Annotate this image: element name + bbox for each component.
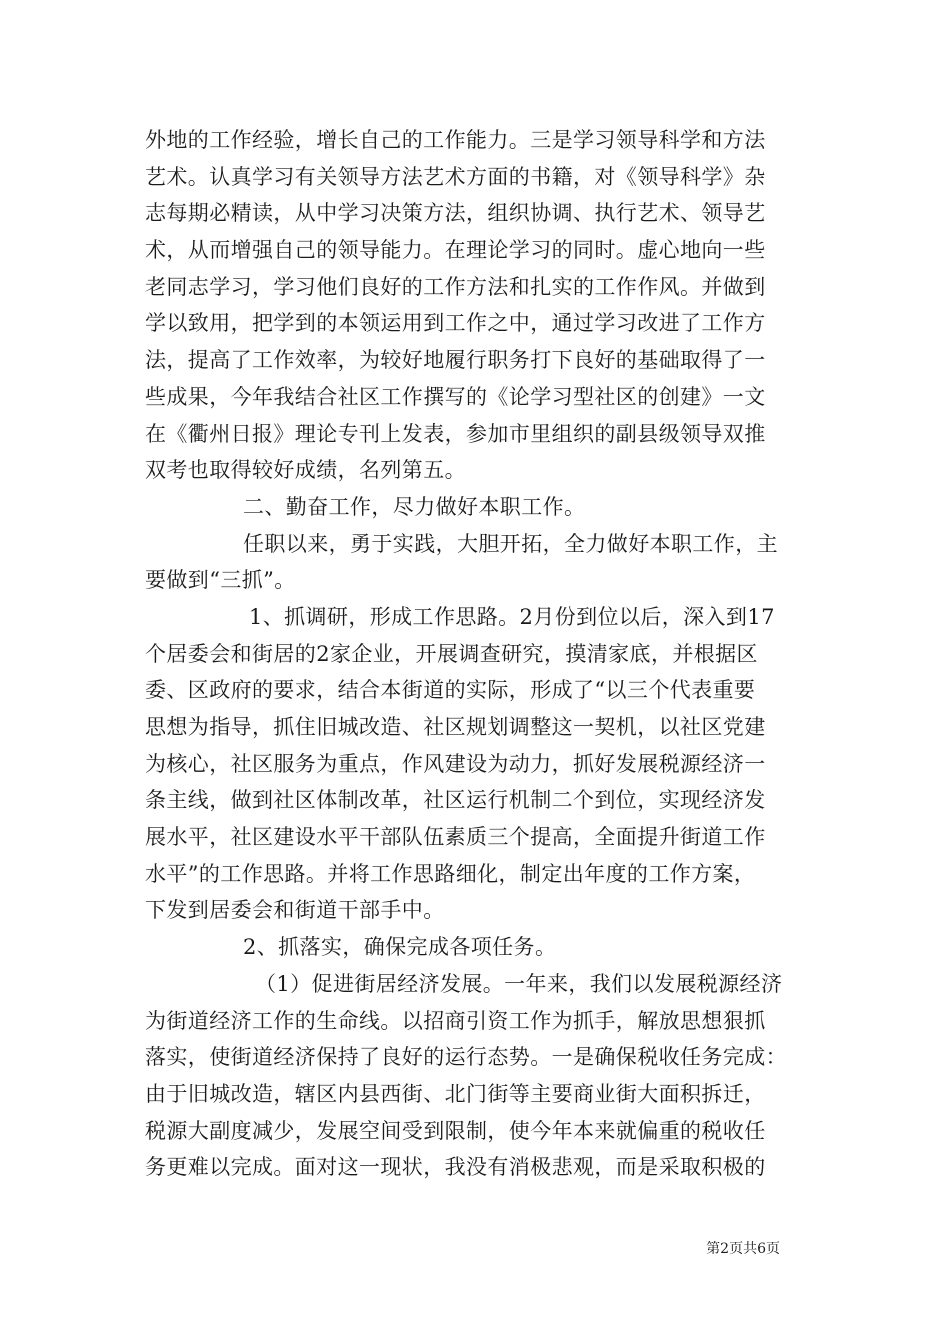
text-line: 些成果，今年我结合社区工作撰写的《论学习型社区的创建》一文: [145, 384, 766, 409]
text-line: 为街道经济工作的生命线。以招商引资工作为抓手，解放思想狠抓: [145, 1008, 766, 1033]
text-line: 法，提高了工作效率，为较好地履行职务打下良好的基础取得了一: [145, 348, 766, 373]
subsection-heading: 1、抓调研，形成工作思路。2月份到位以后，深入到17: [249, 604, 775, 629]
subsection-heading: 2、抓落实，确保完成各项任务。: [243, 935, 557, 960]
text-line: 税源大副度减少，发展空间受到限制，使今年本来就偏重的税收任: [145, 1118, 766, 1143]
text-line: 条主线，做到社区体制改革，社区运行机制二个到位，实现经济发: [145, 788, 766, 813]
text-line: 委、区政府的要求，结合本街道的实际，形成了“以三个代表重要: [145, 678, 756, 703]
text-line: 在《衢州日报》理论专刊上发表，参加市里组织的副县级领导双推: [145, 421, 766, 446]
text-line: 志每期必精读，从中学习决策方法，组织协调、执行艺术、领导艺: [145, 201, 766, 226]
text-line: 老同志学习，学习他们良好的工作方法和扎实的工作作风。并做到: [145, 274, 766, 299]
text-line: 术，从而增强自己的领导能力。在理论学习的同时。虚心地向一些: [145, 238, 766, 263]
text-line: 务更难以完成。面对这一现状，我没有消极悲观，而是采取积极的: [145, 1155, 766, 1180]
text-line: 水平”的工作思路。并将工作思路细化，制定出年度的工作方案，: [145, 861, 756, 886]
section-heading: 二、勤奋工作，尽力做好本职工作。: [243, 494, 586, 519]
text-line: 由于旧城改造，辖区内县西街、北门街等主要商业街大面积拆迁，: [145, 1081, 766, 1106]
text-line: 为核心，社区服务为重点，作风建设为动力，抓好发展税源经济一: [145, 751, 766, 776]
text-line: 下发到居委会和街道干部手中。: [145, 898, 445, 923]
body-text: [145, 122, 825, 1186]
page-number: 第2页共6页: [706, 1241, 780, 1257]
text-line: 学以致用，把学到的本领运用到工作之中，通过学习改进了工作方: [145, 311, 766, 336]
text-line: 要做到“三抓”。: [145, 568, 296, 593]
text-line: 外地的工作经验，增长自己的工作能力。三是学习领导科学和方法: [145, 128, 766, 152]
text-line: 任职以来，勇于实践，大胆开拓，全力做好本职工作，主: [243, 531, 778, 556]
text-line: 双考也取得较好成绩，名列第五。: [145, 458, 466, 483]
text-line: 展水平，社区建设水平干部队伍素质三个提高，全面提升街道工作: [145, 825, 766, 850]
text-line: 个居委会和街居的2家企业，开展调查研究，摸清家底，并根据区: [145, 641, 758, 666]
text-line: 艺术。认真学习有关领导方法艺术方面的书籍，对《领导科学》杂: [145, 164, 766, 189]
text-line: 思想为指导，抓住旧城改造、社区规划调整这一契机，以社区党建: [145, 715, 766, 739]
text-line: （1）促进街居经济发展。一年来，我们以发展税源经济: [255, 971, 783, 996]
text-line: 落实，使街道经济保持了良好的运行态势。一是确保税收任务完成：: [145, 1045, 787, 1070]
